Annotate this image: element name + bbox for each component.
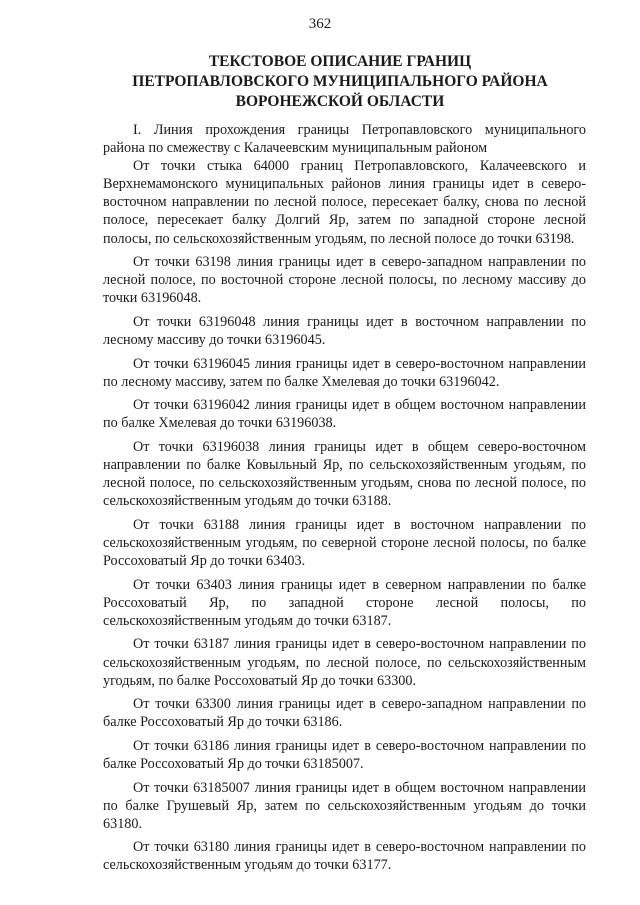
title-line-3: ВОРОНЕЖСКОЙ ОБЛАСТИ xyxy=(235,93,445,110)
paragraph-1: От точки стыка 64000 границ Петропавловского, Калачеевского и Верхнемамонского муниципальных районов линия границы идет в северо-восточном направлении по лесной полосе, пересекает балку, снова по лесной полосе, пересекает балку Долгий Яр, затем по западной стороне лесной полосы, по сельскохозяйственным угодьям, по лесной полосе до точки 63198. xyxy=(103,158,586,247)
paragraph-10: От точки 63300 линия границы идет в северо-западном направлении по балке Россоховатый Яр до точки 63186. xyxy=(103,696,586,731)
paragraph-12: От точки 63185007 линия границы идет в общем восточном направлении по балке Грушевый Яр, затем по сельскохозяйственным угодьям до точки 63180. xyxy=(103,779,586,832)
document-body xyxy=(103,121,586,880)
section-heading: I. Линия прохождения границы Петропавловского муниципального района по смежеству с Калачеевским муниципальным районом xyxy=(103,122,586,157)
paragraph-5: От точки 63196042 линия границы идет в общем восточном направлении по балке Хмелевая до точки 63196038. xyxy=(103,397,586,432)
paragraph-9: От точки 63187 линия границы идет в северо-восточном направлении по сельскохозяйственным угодьям, по лесной полосе, по сельскохозяйственным угодьям, по балке Россоховатый Яр до точки 63300. xyxy=(103,636,586,689)
paragraph-4: От точки 63196045 линия границы идет в северо-восточном направлении по лесному массиву, затем по балке Хмелевая до точки 63196042. xyxy=(103,355,586,390)
title-line-1: ТЕКСТОВОЕ ОПИСАНИЕ ГРАНИЦ xyxy=(208,53,472,70)
paragraph-7: От точки 63188 линия границы идет в восточном направлении по сельскохозяйственным угодьям, по северной стороне лесной полосы, по балке Россоховатый Яр до точки 63403. xyxy=(103,516,586,570)
paragraph-3: От точки 63196048 линия границы идет в восточном направлении по лесному массиву до точки 63196045. xyxy=(103,313,586,349)
title-line-2: ПЕТРОПАВЛОВСКОГО МУНИЦИПАЛЬНОГО РАЙОНА xyxy=(132,73,548,90)
paragraph-11: От точки 63186 линия границы идет в северо-восточном направлении по балке Россоховатый Яр до точки 63185007. xyxy=(103,737,586,772)
page-number: 362 xyxy=(308,16,332,32)
paragraph-2: От точки 63198 линия границы идет в северо-западном направлении по лесной полосе, по восточной стороне лесной полосы, по лесному массиву до точки 63196048. xyxy=(103,254,586,307)
paragraph-8: От точки 63403 линия границы идет в северном направлении по балке Россоховатый Яр, по западной стороне лесной полосы, по сельскохозяйственным угодьям до точки 63187. xyxy=(103,576,586,629)
paragraph-13: От точки 63180 линия границы идет в северо-восточном направлении по сельскохозяйственным угодьям до точки 63177. xyxy=(103,839,586,874)
document-title xyxy=(100,52,580,112)
paragraph-6: От точки 63196038 линия границы идет в общем северо-восточном направлении по балке Ковыльный Яр, по сельскохозяйственным угодьям, по лесной полосе, по сельскохозяйственным угодьям, снова по лесной полосе, по сельскохозяйственным угодьям до точки 63188. xyxy=(103,439,586,510)
